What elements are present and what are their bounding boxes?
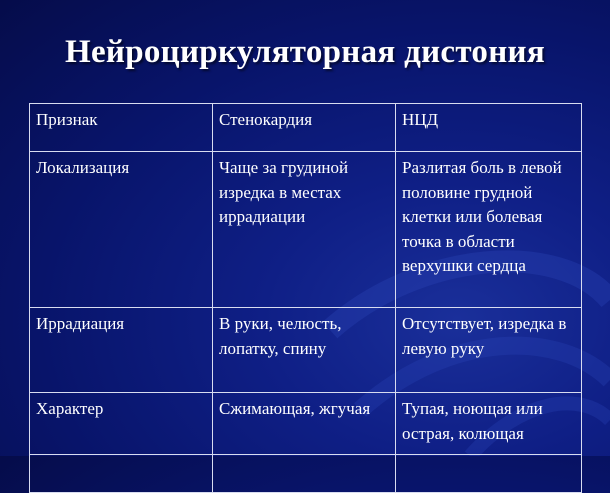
table-cell: Локализация xyxy=(30,152,213,308)
table-cell: Отсутствует, изредка в левую руку xyxy=(396,308,582,393)
table-row-irradiation xyxy=(30,308,582,393)
table-cell-empty xyxy=(213,455,396,493)
table-row-localization xyxy=(30,152,582,308)
table-row-empty xyxy=(30,455,582,493)
slide-title: Нейроциркуляторная дистония xyxy=(64,34,545,70)
header-cell-ncd: НЦД xyxy=(396,104,582,152)
table-row-character xyxy=(30,393,582,455)
table-cell: В руки, челюсть, лопатку, спину xyxy=(213,308,396,393)
table-cell: Разлитая боль в левой половине грудной клетки или болевая точка в области верхушки сердца xyxy=(396,152,582,308)
comparison-table xyxy=(29,103,582,493)
table-cell: Иррадиация xyxy=(30,308,213,393)
table-header-row xyxy=(30,104,582,152)
header-cell-angina: Стенокардия xyxy=(213,104,396,152)
table-cell: Характер xyxy=(30,393,213,455)
table-cell: Чаще за грудиной изредка в местах иррадиации xyxy=(213,152,396,308)
table-cell: Сжимающая, жгучая xyxy=(213,393,396,455)
table-cell-empty xyxy=(30,455,213,493)
table-cell-empty xyxy=(396,455,582,493)
table-cell: Тупая, ноющая или острая, колющая xyxy=(396,393,582,455)
header-cell-sign: Признак xyxy=(30,104,213,152)
